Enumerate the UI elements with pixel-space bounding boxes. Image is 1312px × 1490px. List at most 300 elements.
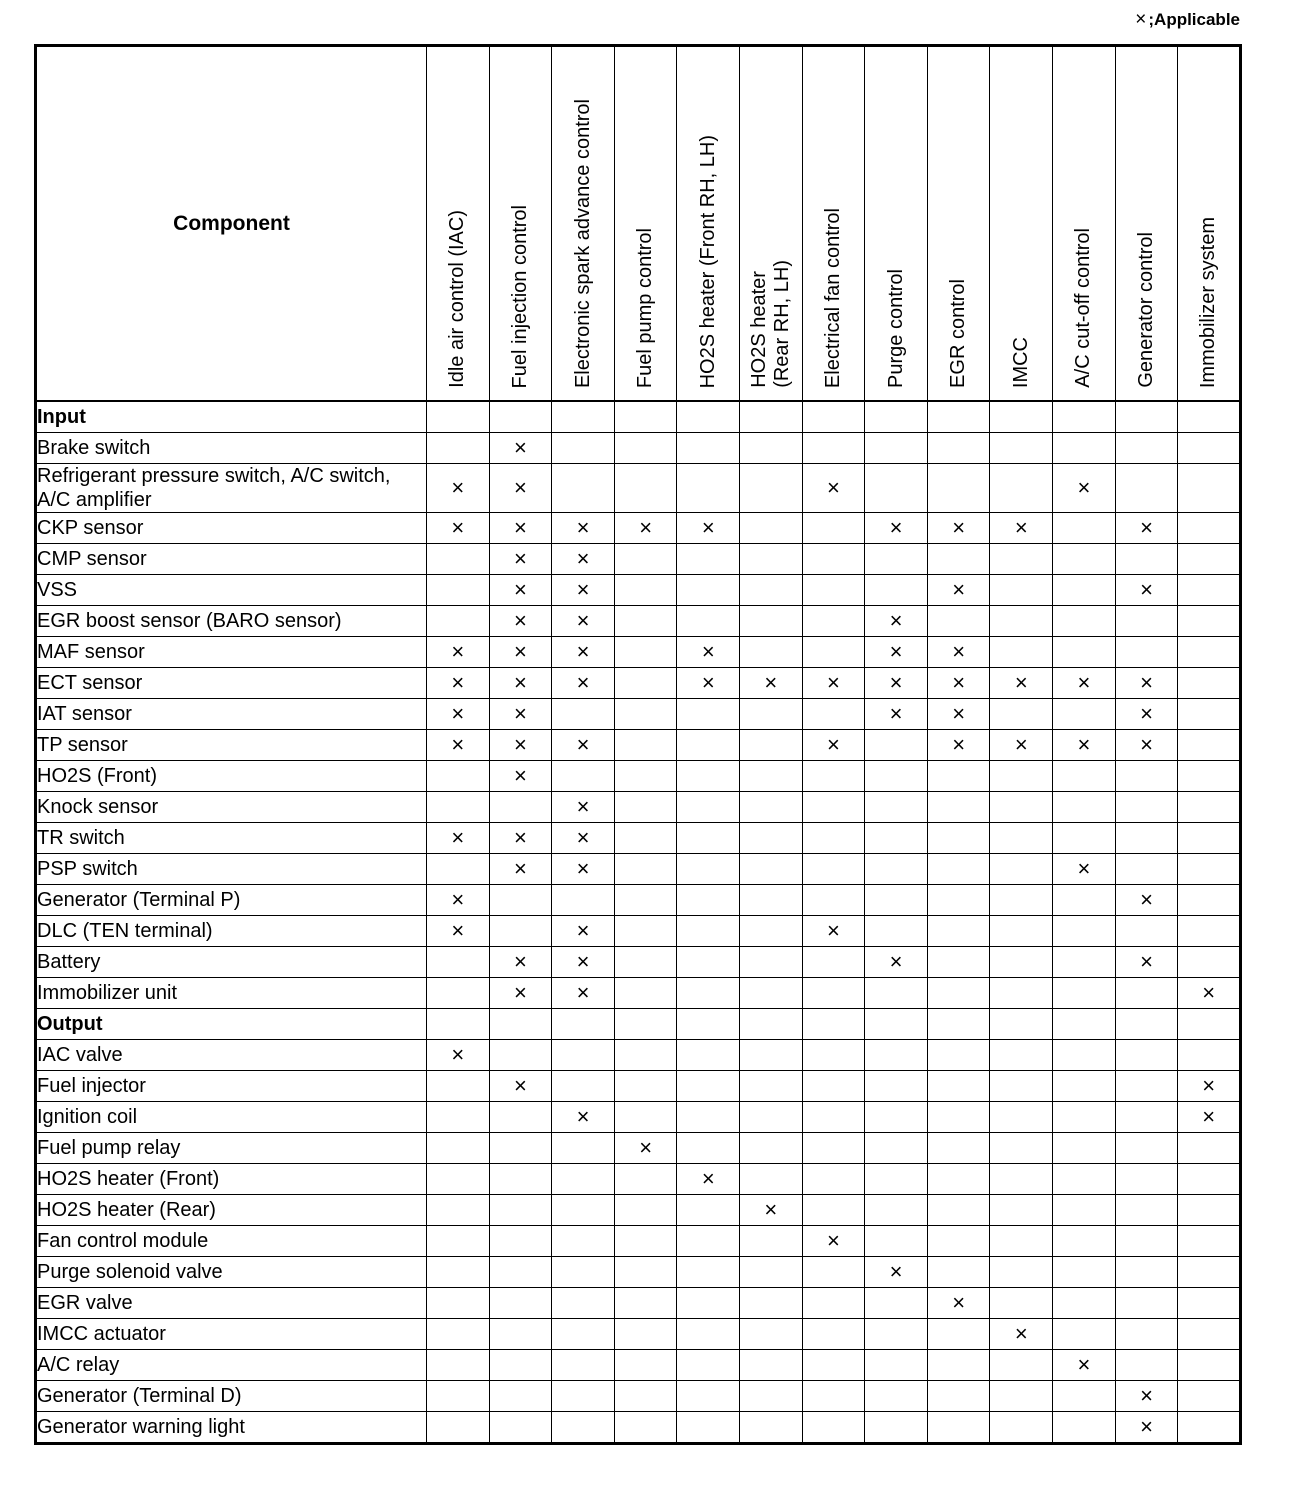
empty-cell (990, 978, 1053, 1009)
applicable-mark: × (927, 513, 990, 544)
function-header-label: Fuel pump control (634, 227, 657, 388)
empty-cell (802, 699, 865, 730)
component-label: HO2S (Front) (36, 761, 427, 792)
table-row (36, 978, 1241, 1009)
header-row (36, 46, 1241, 402)
empty-cell (489, 1381, 552, 1412)
table-row (36, 761, 1241, 792)
empty-cell (1178, 854, 1241, 885)
legend-symbol: × (1135, 9, 1147, 30)
empty-cell (1115, 1257, 1178, 1288)
applicable-mark: × (865, 947, 928, 978)
applicable-mark: × (1178, 978, 1241, 1009)
empty-cell (865, 1350, 928, 1381)
empty-cell (802, 854, 865, 885)
component-label: CMP sensor (36, 544, 427, 575)
empty-cell (802, 1133, 865, 1164)
empty-cell (740, 730, 803, 761)
applicable-mark: × (677, 668, 740, 699)
table-row (36, 668, 1241, 699)
empty-cell (740, 1350, 803, 1381)
empty-cell (1178, 1040, 1241, 1071)
empty-cell (990, 1226, 1053, 1257)
empty-cell (427, 1133, 490, 1164)
applicable-mark: × (1053, 464, 1116, 513)
empty-cell (802, 1350, 865, 1381)
empty-cell (427, 401, 490, 433)
empty-cell (865, 730, 928, 761)
empty-cell (1178, 1195, 1241, 1226)
table-row (36, 1412, 1241, 1444)
empty-cell (927, 978, 990, 1009)
empty-cell (1178, 699, 1241, 730)
empty-cell (990, 1381, 1053, 1412)
component-label: Fuel injector (36, 1071, 427, 1102)
empty-cell (865, 575, 928, 606)
empty-cell (677, 1040, 740, 1071)
empty-cell (1178, 1226, 1241, 1257)
empty-cell (802, 637, 865, 668)
function-header-label: EGR control (947, 279, 970, 388)
empty-cell (802, 1319, 865, 1350)
section-title: Output (36, 1009, 427, 1040)
empty-cell (677, 544, 740, 575)
empty-cell (865, 1133, 928, 1164)
applicable-mark: × (489, 947, 552, 978)
empty-cell (1053, 947, 1116, 978)
applicable-mark: × (552, 575, 615, 606)
component-column-header: Component (36, 46, 427, 402)
empty-cell (990, 947, 1053, 978)
empty-cell (552, 1226, 615, 1257)
applicable-mark: × (614, 1133, 677, 1164)
applicable-mark: × (865, 513, 928, 544)
empty-cell (802, 575, 865, 606)
table-row (36, 606, 1241, 637)
empty-cell (677, 1133, 740, 1164)
component-label: TP sensor (36, 730, 427, 761)
empty-cell (489, 792, 552, 823)
empty-cell (1053, 1412, 1116, 1444)
applicable-mark: × (927, 637, 990, 668)
table-row (36, 730, 1241, 761)
empty-cell (1178, 730, 1241, 761)
empty-cell (614, 699, 677, 730)
empty-cell (1115, 1040, 1178, 1071)
empty-cell (740, 1009, 803, 1040)
matrix-body (36, 401, 1241, 1444)
empty-cell (1053, 1009, 1116, 1040)
applicable-mark: × (552, 854, 615, 885)
applicable-mark: × (552, 544, 615, 575)
empty-cell (552, 1412, 615, 1444)
empty-cell (1053, 823, 1116, 854)
empty-cell (927, 792, 990, 823)
empty-cell (614, 1412, 677, 1444)
component-label: Refrigerant pressure switch, A/C switch, A/C amplifier (36, 464, 427, 513)
empty-cell (489, 1350, 552, 1381)
empty-cell (990, 1195, 1053, 1226)
table-row (36, 513, 1241, 544)
function-column-header (489, 46, 552, 402)
empty-cell (677, 1412, 740, 1444)
empty-cell (552, 1350, 615, 1381)
empty-cell (990, 1288, 1053, 1319)
component-label: ECT sensor (36, 668, 427, 699)
applicable-mark: × (1115, 699, 1178, 730)
empty-cell (677, 916, 740, 947)
applicable-mark: × (552, 513, 615, 544)
applicable-mark: × (427, 1040, 490, 1071)
applicable-mark: × (740, 1195, 803, 1226)
empty-cell (552, 1288, 615, 1319)
empty-cell (677, 1009, 740, 1040)
function-column-header (927, 46, 990, 402)
empty-cell (802, 885, 865, 916)
empty-cell (489, 916, 552, 947)
empty-cell (865, 823, 928, 854)
empty-cell (990, 916, 1053, 947)
empty-cell (427, 1288, 490, 1319)
empty-cell (740, 464, 803, 513)
function-header-label: Immobilizer system (1197, 216, 1220, 388)
applicable-mark: × (990, 668, 1053, 699)
empty-cell (677, 1226, 740, 1257)
empty-cell (740, 1164, 803, 1195)
table-row (36, 1381, 1241, 1412)
empty-cell (1053, 1102, 1116, 1133)
empty-cell (927, 1381, 990, 1412)
applicable-mark: × (927, 730, 990, 761)
function-header-label: Electrical fan control (821, 207, 844, 388)
empty-cell (1178, 947, 1241, 978)
applicable-mark: × (427, 699, 490, 730)
empty-cell (927, 1226, 990, 1257)
table-row (36, 1133, 1241, 1164)
empty-cell (1053, 699, 1116, 730)
applicable-mark: × (740, 668, 803, 699)
applicable-mark: × (802, 464, 865, 513)
empty-cell (802, 1102, 865, 1133)
empty-cell (1053, 1257, 1116, 1288)
section-row (36, 1009, 1241, 1040)
function-column-header (427, 46, 490, 402)
empty-cell (990, 1040, 1053, 1071)
empty-cell (802, 792, 865, 823)
applicable-mark: × (552, 947, 615, 978)
empty-cell (1053, 978, 1116, 1009)
applicable-mark: × (427, 916, 490, 947)
component-label: Immobilizer unit (36, 978, 427, 1009)
empty-cell (1178, 1133, 1241, 1164)
empty-cell (802, 1164, 865, 1195)
empty-cell (990, 1412, 1053, 1444)
empty-cell (614, 1350, 677, 1381)
empty-cell (552, 1133, 615, 1164)
table-row (36, 916, 1241, 947)
empty-cell (990, 1071, 1053, 1102)
empty-cell (740, 699, 803, 730)
component-label: Brake switch (36, 433, 427, 464)
empty-cell (1053, 433, 1116, 464)
empty-cell (927, 1319, 990, 1350)
empty-cell (677, 433, 740, 464)
component-label: CKP sensor (36, 513, 427, 544)
applicable-mark: × (1115, 730, 1178, 761)
empty-cell (927, 464, 990, 513)
empty-cell (990, 761, 1053, 792)
empty-cell (1053, 637, 1116, 668)
applicable-mark: × (1053, 854, 1116, 885)
empty-cell (865, 1381, 928, 1412)
component-label: DLC (TEN terminal) (36, 916, 427, 947)
empty-cell (614, 761, 677, 792)
empty-cell (427, 947, 490, 978)
empty-cell (614, 606, 677, 637)
applicable-mark: × (489, 433, 552, 464)
empty-cell (927, 1071, 990, 1102)
empty-cell (865, 1071, 928, 1102)
empty-cell (1053, 1319, 1116, 1350)
table-row (36, 823, 1241, 854)
empty-cell (677, 699, 740, 730)
applicable-mark: × (489, 1071, 552, 1102)
empty-cell (865, 916, 928, 947)
empty-cell (1178, 792, 1241, 823)
empty-cell (677, 761, 740, 792)
empty-cell (927, 885, 990, 916)
empty-cell (1178, 575, 1241, 606)
empty-cell (1115, 433, 1178, 464)
empty-cell (740, 947, 803, 978)
empty-cell (552, 885, 615, 916)
empty-cell (1115, 761, 1178, 792)
applicable-mark: × (927, 668, 990, 699)
table-row (36, 854, 1241, 885)
empty-cell (927, 544, 990, 575)
applicable-mark: × (552, 792, 615, 823)
applicable-mark: × (1053, 668, 1116, 699)
empty-cell (927, 1040, 990, 1071)
empty-cell (677, 1350, 740, 1381)
empty-cell (990, 544, 1053, 575)
empty-cell (1178, 823, 1241, 854)
empty-cell (802, 1412, 865, 1444)
empty-cell (1115, 854, 1178, 885)
applicable-mark: × (1115, 885, 1178, 916)
applicable-mark: × (677, 637, 740, 668)
empty-cell (1115, 1319, 1178, 1350)
empty-cell (1115, 823, 1178, 854)
applicable-mark: × (1178, 1071, 1241, 1102)
empty-cell (990, 1009, 1053, 1040)
applicable-mark: × (990, 1319, 1053, 1350)
empty-cell (865, 761, 928, 792)
applicable-mark: × (552, 637, 615, 668)
empty-cell (865, 978, 928, 1009)
empty-cell (614, 575, 677, 606)
empty-cell (1053, 1226, 1116, 1257)
empty-cell (740, 544, 803, 575)
function-header-label: Idle air control (IAC) (446, 210, 469, 388)
applicable-mark: × (427, 885, 490, 916)
applicable-mark: × (552, 668, 615, 699)
empty-cell (740, 1040, 803, 1071)
empty-cell (677, 823, 740, 854)
empty-cell (677, 1257, 740, 1288)
empty-cell (990, 1164, 1053, 1195)
applicable-mark: × (489, 668, 552, 699)
empty-cell (802, 978, 865, 1009)
empty-cell (427, 1257, 490, 1288)
empty-cell (927, 761, 990, 792)
applicable-mark: × (489, 544, 552, 575)
empty-cell (740, 916, 803, 947)
empty-cell (1115, 1009, 1178, 1040)
empty-cell (740, 1102, 803, 1133)
applicable-mark: × (990, 730, 1053, 761)
empty-cell (1178, 916, 1241, 947)
empty-cell (677, 575, 740, 606)
section-title: Input (36, 401, 427, 433)
empty-cell (677, 1288, 740, 1319)
empty-cell (1053, 1381, 1116, 1412)
function-column-header (1053, 46, 1116, 402)
empty-cell (489, 1226, 552, 1257)
empty-cell (489, 1009, 552, 1040)
empty-cell (927, 1009, 990, 1040)
component-label: Battery (36, 947, 427, 978)
empty-cell (927, 606, 990, 637)
empty-cell (614, 401, 677, 433)
component-label: IAC valve (36, 1040, 427, 1071)
empty-cell (614, 464, 677, 513)
empty-cell (927, 1133, 990, 1164)
empty-cell (865, 544, 928, 575)
component-label: Fuel pump relay (36, 1133, 427, 1164)
empty-cell (865, 1226, 928, 1257)
empty-cell (865, 1102, 928, 1133)
section-row (36, 401, 1241, 433)
applicable-mark: × (427, 668, 490, 699)
function-header-label: Fuel injection control (508, 204, 531, 388)
empty-cell (677, 978, 740, 1009)
empty-cell (1053, 1164, 1116, 1195)
empty-cell (614, 1040, 677, 1071)
empty-cell (1115, 606, 1178, 637)
table-row (36, 699, 1241, 730)
empty-cell (802, 1195, 865, 1226)
empty-cell (552, 1071, 615, 1102)
empty-cell (1178, 637, 1241, 668)
empty-cell (1115, 401, 1178, 433)
empty-cell (552, 1319, 615, 1350)
applicable-mark: × (489, 730, 552, 761)
applicable-mark: × (927, 1288, 990, 1319)
empty-cell (614, 823, 677, 854)
empty-cell (614, 978, 677, 1009)
function-column-header (614, 46, 677, 402)
function-header-label: Purge control (884, 269, 907, 388)
empty-cell (552, 1040, 615, 1071)
empty-cell (865, 1319, 928, 1350)
empty-cell (1178, 1350, 1241, 1381)
empty-cell (489, 1040, 552, 1071)
empty-cell (740, 854, 803, 885)
empty-cell (990, 885, 1053, 916)
applicable-mark: × (802, 1226, 865, 1257)
empty-cell (802, 823, 865, 854)
empty-cell (740, 575, 803, 606)
empty-cell (1053, 916, 1116, 947)
empty-cell (677, 464, 740, 513)
component-label: Knock sensor (36, 792, 427, 823)
empty-cell (740, 823, 803, 854)
applicable-legend (1060, 9, 1240, 31)
empty-cell (1178, 1319, 1241, 1350)
applicable-mark: × (489, 513, 552, 544)
empty-cell (740, 606, 803, 637)
empty-cell (1178, 1412, 1241, 1444)
empty-cell (740, 433, 803, 464)
empty-cell (427, 792, 490, 823)
empty-cell (1115, 978, 1178, 1009)
empty-cell (427, 1319, 490, 1350)
applicable-mark: × (865, 606, 928, 637)
empty-cell (865, 1195, 928, 1226)
empty-cell (614, 916, 677, 947)
applicable-mark: × (552, 1102, 615, 1133)
applicable-mark: × (927, 699, 990, 730)
empty-cell (802, 1009, 865, 1040)
applicable-mark: × (1115, 947, 1178, 978)
empty-cell (990, 792, 1053, 823)
empty-cell (990, 1133, 1053, 1164)
empty-cell (489, 1195, 552, 1226)
empty-cell (990, 575, 1053, 606)
empty-cell (1053, 1133, 1116, 1164)
component-label: Ignition coil (36, 1102, 427, 1133)
applicable-mark: × (802, 668, 865, 699)
applicable-mark: × (802, 730, 865, 761)
empty-cell (427, 544, 490, 575)
empty-cell (802, 761, 865, 792)
component-label: EGR valve (36, 1288, 427, 1319)
applicable-mark: × (990, 513, 1053, 544)
table-row (36, 1040, 1241, 1071)
empty-cell (489, 1319, 552, 1350)
table-row (36, 885, 1241, 916)
empty-cell (1053, 761, 1116, 792)
empty-cell (927, 823, 990, 854)
empty-cell (1053, 792, 1116, 823)
empty-cell (427, 854, 490, 885)
empty-cell (927, 947, 990, 978)
empty-cell (740, 1288, 803, 1319)
applicable-mark: × (427, 730, 490, 761)
applicable-mark: × (552, 606, 615, 637)
empty-cell (1115, 1226, 1178, 1257)
empty-cell (802, 513, 865, 544)
applicable-mark: × (1053, 1350, 1116, 1381)
empty-cell (927, 401, 990, 433)
empty-cell (552, 1381, 615, 1412)
empty-cell (1115, 464, 1178, 513)
applicable-mark: × (1115, 668, 1178, 699)
empty-cell (1053, 513, 1116, 544)
empty-cell (990, 637, 1053, 668)
empty-cell (927, 1350, 990, 1381)
